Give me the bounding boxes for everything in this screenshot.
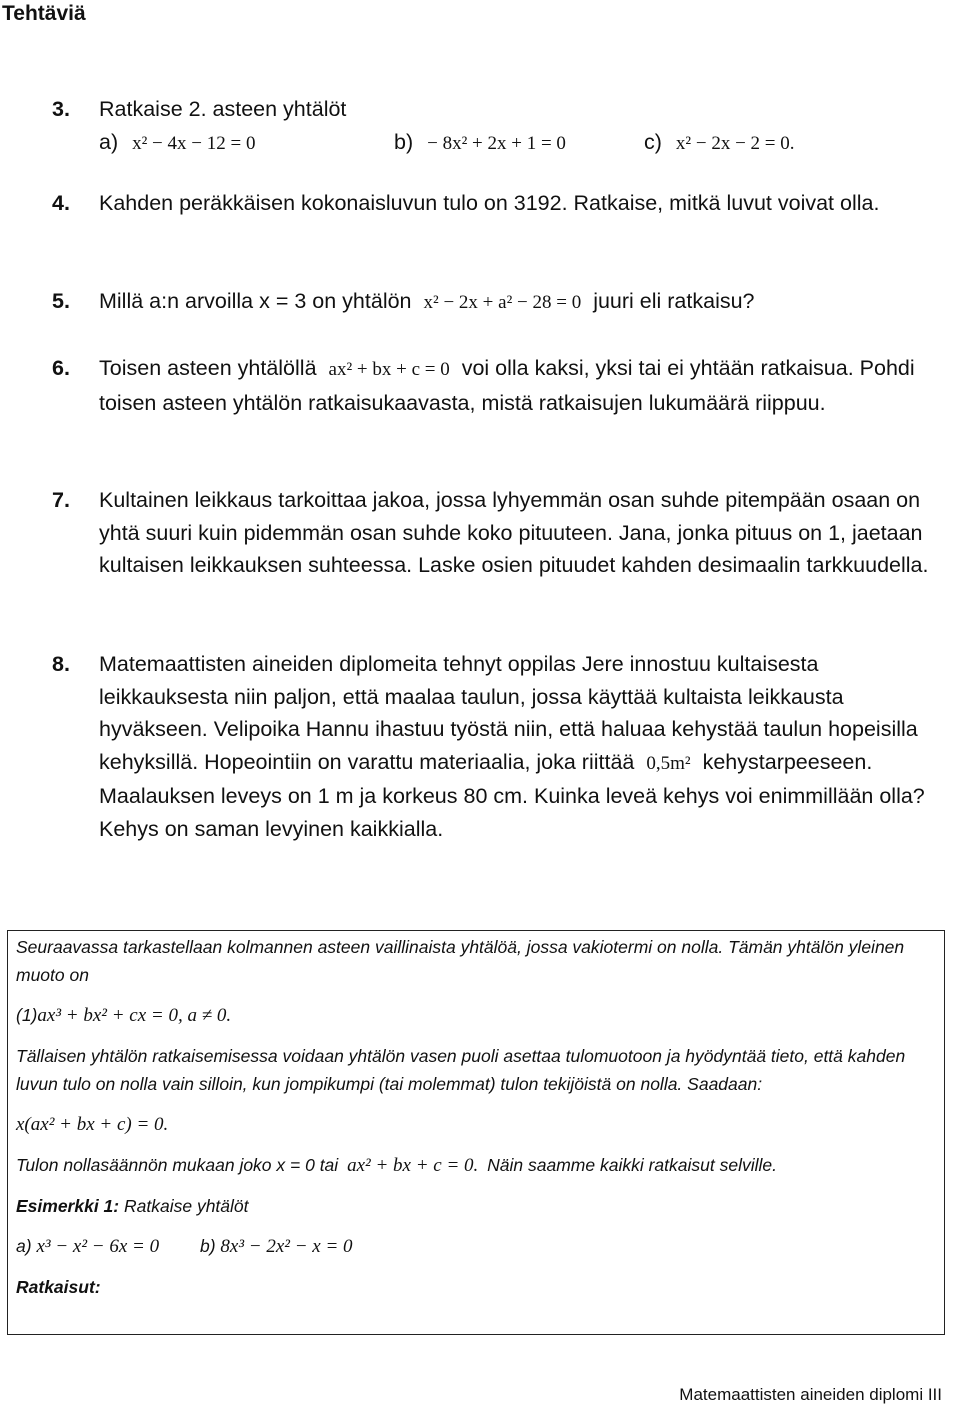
box-paragraph: Tällaisen yhtälön ratkaisemisessa voidaan yhtälön vasen puoli asettaa tulomuotoon ja hyödyntää tieto, että kahden luvun tulo on nolla vain silloin, kun jompikumpi (tai molemmat) tulon tekijöistä on nolla. Saadaan: bbox=[16, 1046, 906, 1094]
task-text: Toisen asteen yhtälöllä ax² + bx + c = 0 voi olla kaksi, yksi tai ei yhtään ratkaisua. Pohdi toisen asteen yhtälön ratkaisukaavasta, mistä ratkaisujen lukumäärä riippuu. bbox=[99, 356, 915, 415]
equation: ax³ + bx² + cx = 0, a ≠ 0. bbox=[37, 1005, 232, 1026]
task-text: Ratkaise 2. asteen yhtälöt bbox=[99, 97, 347, 121]
task-number: 6. bbox=[52, 356, 70, 380]
task-number: 5. bbox=[52, 289, 70, 313]
equation: x² − 2x − 2 = 0. bbox=[675, 132, 795, 154]
task-text: Matemaattisten aineiden diplomeita tehnyt oppilas Jere innostuu kultaisesta leikkauksesta niin paljon, että maalaa taulun, jossa käyttää kultaista leikkausta hyväkseen. Velipoika Hannu ihastuu työstä niin, että haluaa kehystää taulun hopeisilla kehyksillä. Hopeointiin on varattu materiaalia, joka riittää 0,5m² kehystarpeeseen. Maalauksen leveys on 1 m ja korkeus 80 cm. Kuinka leveä kehys voi enimmillään olla? Kehys on saman levyinen kaikkialla. bbox=[99, 652, 925, 841]
equation: x² − 2x + a² − 28 = 0 bbox=[423, 292, 582, 313]
task-number: 3. bbox=[52, 97, 70, 121]
page-footer: Matemaattisten aineiden diplomi III bbox=[679, 1385, 942, 1404]
equation: x(ax² + bx + c) = 0. bbox=[16, 1114, 169, 1135]
task-3 bbox=[52, 93, 947, 160]
equation: ax² + bx + c = 0 bbox=[328, 359, 450, 380]
task-text: Kahden peräkkäisen kokonaisluvun tulo on 3192. Ratkaise, mitkä luvut voivat olla. bbox=[99, 191, 880, 215]
task-parts bbox=[99, 126, 947, 161]
equation: ax² + bx + c = 0. bbox=[347, 1155, 479, 1176]
task-6 bbox=[52, 352, 947, 419]
page-title: Tehtäviä bbox=[2, 2, 86, 25]
task-number: 7. bbox=[52, 488, 70, 512]
equation: − 8x² + 2x + 1 = 0 bbox=[427, 132, 566, 154]
task-5 bbox=[52, 285, 947, 320]
equation: x² − 4x − 12 = 0 bbox=[132, 132, 256, 154]
box-equation-1: (1)ax³ + bx² + cx = 0, a ≠ 0. bbox=[16, 1005, 232, 1026]
task-text: Kultainen leikkaus tarkoittaa jakoa, jossa lyhyemmän osan suhde pitempään osaan on yhtä suuri kuin pidemmän osan suhde koko pituuteen. Jana, jonka pituus on 1, jaetaan kultaisen leikkauksen suhteessa. Laske osien pituudet kahden desimaalin tarkkuudella. bbox=[99, 488, 929, 577]
theory-box bbox=[7, 930, 945, 1335]
box-paragraph: Seuraavassa tarkastellaan kolmannen asteen vaillinaista yhtälöä, jossa vakiotermi on nolla. Tämän yhtälön yleinen muoto on bbox=[16, 937, 905, 985]
task-4 bbox=[52, 187, 947, 220]
equation: 8x³ − 2x² − x = 0 bbox=[220, 1236, 353, 1257]
example-equations: a) x³ − x² − 6x = 0 b) 8x³ − 2x² − x = 0 bbox=[16, 1236, 353, 1257]
task-text: Millä a:n arvoilla x = 3 on yhtälön x² − 2x + a² − 28 = 0 juuri eli ratkaisu? bbox=[99, 289, 755, 313]
box-paragraph: Tulon nollasäännön mukaan joko x = 0 tai ax² + bx + c = 0. Näin saamme kaikki ratkaisut selville. bbox=[16, 1155, 777, 1176]
equation: 0,5m² bbox=[646, 752, 691, 774]
task-number: 8. bbox=[52, 652, 70, 676]
task-part-b: b) − 8x² + 2x + 1 = 0 bbox=[394, 129, 566, 154]
task-part-c: c) x² − 2x − 2 = 0. bbox=[644, 129, 795, 154]
task-part-a: a) x² − 4x − 12 = 0 bbox=[99, 129, 256, 154]
task-7 bbox=[52, 484, 947, 582]
equation: x³ − x² − 6x = 0 bbox=[36, 1236, 160, 1257]
example-heading: Esimerkki 1: Ratkaise yhtälöt bbox=[16, 1196, 249, 1216]
box-equation-2 bbox=[16, 1110, 936, 1139]
task-number: 4. bbox=[52, 191, 70, 215]
task-8 bbox=[52, 648, 947, 845]
solutions-heading: Ratkaisut: bbox=[16, 1277, 101, 1297]
